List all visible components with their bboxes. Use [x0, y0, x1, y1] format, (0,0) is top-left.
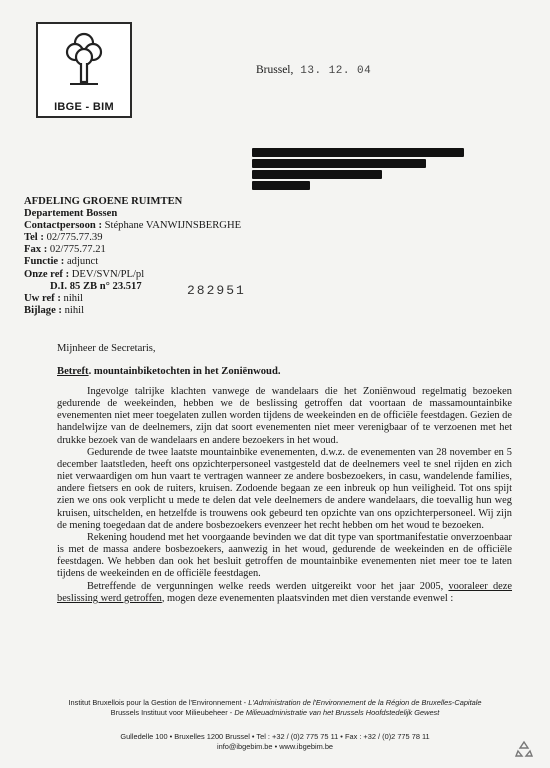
tel-value: 02/775.77.39 — [46, 232, 103, 244]
contact-row — [24, 220, 241, 232]
our-ref-label: Onze ref : — [24, 268, 70, 280]
your-ref-value: nihil — [63, 292, 83, 304]
footer-line-1-plain: Institut Bruxellois pour la Gestion de l'Environnement - — [68, 698, 249, 707]
di-line: D.I. 85 ZB n° 23.517 — [50, 280, 142, 292]
paragraph-last — [57, 581, 512, 605]
contact-value: Stéphane VANWIJNSBERGHE — [104, 220, 242, 232]
attachment-label: Bijlage : — [24, 304, 62, 316]
footer-line-2 — [0, 708, 550, 718]
attachment-row — [24, 305, 241, 317]
last-paragraph-end: , mogen deze evenementen plaatsvinden met dien verstande evenwel : — [161, 592, 454, 604]
paragraph: Ingevolge talrijke klachten vanwege de wandelaars die het Zoniënwoud regelmatig bezoeken gedurende de weekeinden, hebben we de beslissing getroffen dat voortaan de massamountainbike evenementen niet meer toegelaten zullen worden tijdens de weekeinden en de officiële feestdagen. Gezien de handelwijze van de deelnemers, zijn dat soort evenementen niet meer verenigbaar of te verzoenen met het drukke bezoek van de wandelaars en andere bezoekers in het woud. — [57, 386, 512, 446]
contact-label: Contactpersoon : — [24, 220, 102, 232]
function-value: adjunct — [66, 256, 99, 268]
document-number-stamp: 282951 — [187, 283, 246, 298]
date-stamp: 13. 12. 04 — [300, 65, 372, 77]
sender-block — [24, 196, 241, 317]
department-heading: AFDELING GROENE RUIMTEN — [24, 196, 183, 207]
redaction-bar — [252, 148, 464, 157]
subject-line — [57, 366, 280, 377]
attachment-value: nihil — [64, 304, 85, 316]
footer-email: info@ibgebim.be • www.ibgebim.be — [216, 742, 334, 751]
tel-label: Tel : — [24, 232, 44, 244]
fax-row — [24, 244, 241, 256]
footer-line-2-italic: De Milieuadministratie van het Brussels Hoofdstedelijk Gewest — [234, 708, 440, 717]
last-paragraph-underlined: vooraleer deze beslissing werd getroffen — [57, 580, 513, 604]
subject-text: . mountainbiketochten in het Zoniënwoud. — [88, 366, 281, 377]
our-ref-row — [24, 269, 241, 281]
letter-body — [57, 386, 512, 605]
footer-line-1-italic: L'Administration de l'Environnement de la Région de Bruxelles-Capitale — [248, 698, 482, 707]
paragraph: Rekening houdend met het voorgaande bevinden we dat dit type van sportmanifestatie onverzoenbaar is met de massa andere bosbezoekers, aanwezig in het woud, gedurende de weekeinden en de officiële feestdagen. We hebben dan ook het besluit getroffen de mountainbike evenementen niet meer toe te laten tijdens de weekeinden en de officiële feestdagen. — [57, 531, 512, 580]
our-ref-value: DEV/SVN/PL/pl — [71, 268, 145, 280]
subdepartment: Departement Bossen — [24, 208, 118, 220]
redaction-bar — [252, 159, 426, 168]
function-label: Functie : — [24, 256, 65, 268]
redaction-bar — [252, 181, 310, 190]
place: Brussel, — [256, 64, 294, 76]
last-paragraph-start: Betreffende de vergunningen welke reeds werden uitgereikt voor het jaar 2005, — [87, 580, 449, 592]
paragraph: Gedurende de twee laatste mountainbike evenementen, d.w.z. de evenementen van 28 november en 5 december laatstleden, heeft ons opzichterpersoneel vastgesteld dat de deelnemers veel te snel rijden en zich niet verwaardigen om hun vaart te vertragen wanneer ze andere bosbezoekers, in casu, wandelende families, andere fietsers en ook de ruiters, kruisen. Zodoende begaan ze een inbreuk op hun veiligheid. Tot ons spijt zien we ons ook verplicht u mede te delen dat vele deelnemers de andere wandelaars, die toevallig hun weg kruisen, uitschelden, en hetzelfde is trouwens ook gebeurd ten opzichte van ons opzichterpersoneel. Wij zijn de mening toegedaan dat de andere bosbezoekers evenzeer het recht hebben om het woud te bezoeken. — [57, 446, 512, 531]
letterhead-footer — [0, 698, 550, 752]
redaction-bar — [252, 170, 382, 179]
ibge-logo — [36, 22, 132, 118]
recycle-icon — [514, 739, 534, 759]
footer-address: Gulledelle 100 • Bruxelles 1200 Brussel • Tel : +32 / (0)2 775 75 11 • Fax : +32 / (0)2 775 78 11 — [120, 732, 430, 741]
fax-value: 02/775.77.21 — [49, 244, 106, 256]
fax-label: Fax : — [24, 244, 48, 256]
your-ref-label: Uw ref : — [24, 292, 61, 304]
tel-row — [24, 232, 241, 244]
subject-label: Betreft — [57, 366, 89, 377]
salutation: Mijnheer de Secretaris, — [57, 343, 156, 354]
footer-line-1 — [0, 698, 550, 708]
tree-icon — [64, 30, 104, 88]
place-date — [256, 64, 371, 77]
logo-text: IBGE - BIM — [54, 101, 114, 113]
footer-line-2-plain: Brussels Instituut voor Milieubeheer - — [110, 708, 235, 717]
function-row — [24, 256, 241, 268]
